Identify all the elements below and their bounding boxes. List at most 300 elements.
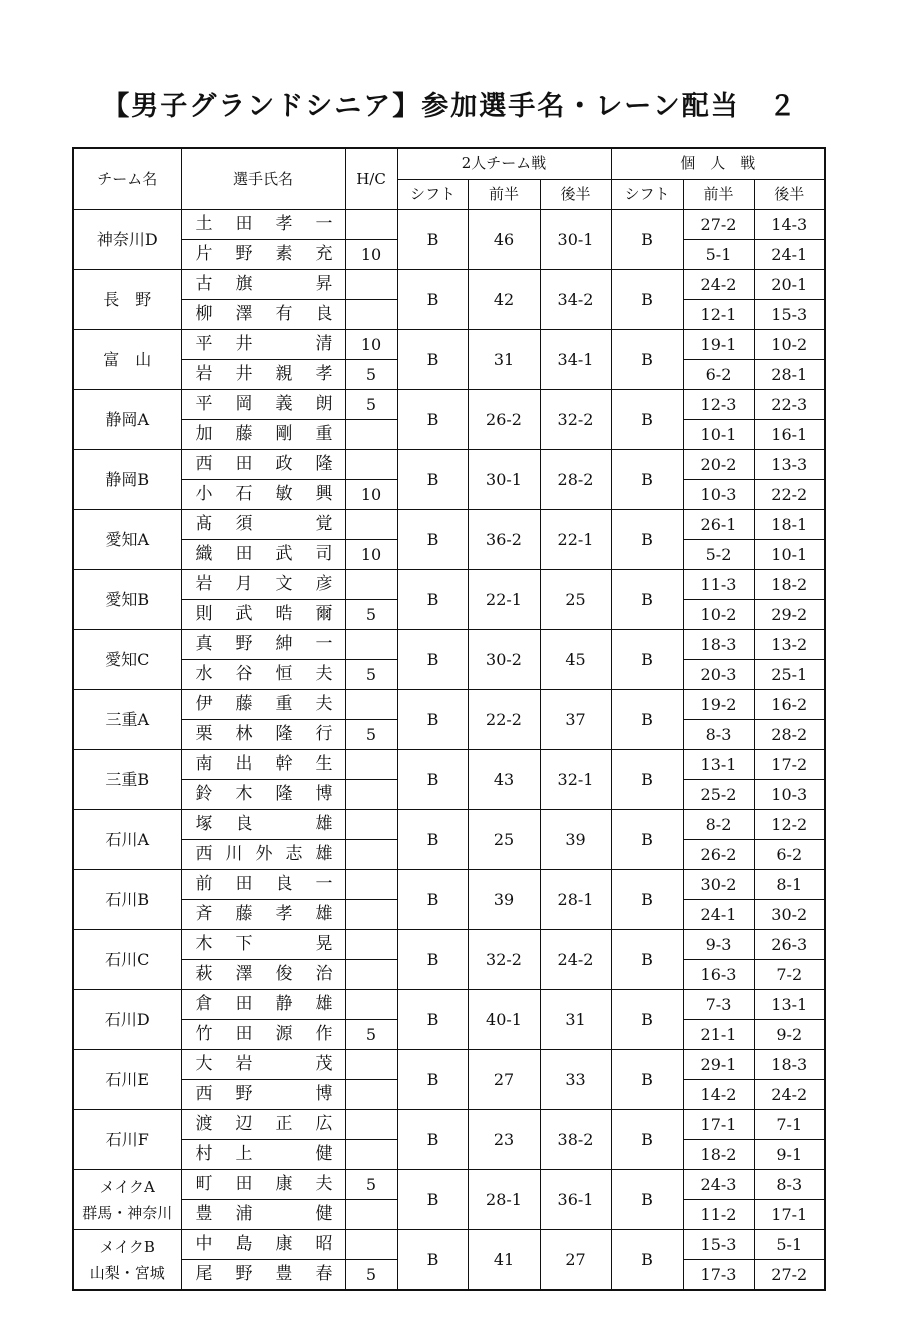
handicap xyxy=(345,570,397,600)
table-row xyxy=(73,690,825,720)
handicap: 5 xyxy=(345,390,397,420)
duo-first-lane: 23 xyxy=(468,1110,540,1170)
team-group xyxy=(73,870,825,930)
player-name xyxy=(181,450,345,480)
handicap xyxy=(345,810,397,840)
table-row xyxy=(73,210,825,240)
duo-second-lane: 38-2 xyxy=(540,1110,611,1170)
indiv-second-lane: 18-1 xyxy=(754,510,825,540)
header-team: チーム名 xyxy=(73,148,181,210)
team-name-line1: 愛知C xyxy=(105,650,150,669)
indiv-shift: B xyxy=(611,930,683,990)
duo-first-lane: 25 xyxy=(468,810,540,870)
handicap xyxy=(345,1080,397,1110)
indiv-shift: B xyxy=(611,210,683,270)
player-name-text: 平 井 清 xyxy=(195,334,333,354)
indiv-second-lane: 18-3 xyxy=(754,1050,825,1080)
player-name-text: 西 田 政 隆 xyxy=(195,454,333,474)
handicap xyxy=(345,900,397,930)
handicap: 5 xyxy=(345,600,397,630)
indiv-first-lane: 15-3 xyxy=(683,1230,754,1260)
player-name-text: 前 田 良 一 xyxy=(195,874,333,894)
player-name xyxy=(181,690,345,720)
table-row xyxy=(73,630,825,660)
indiv-second-lane: 9-2 xyxy=(754,1020,825,1050)
indiv-second-lane: 14-3 xyxy=(754,210,825,240)
handicap xyxy=(345,960,397,990)
header-indiv-second: 後半 xyxy=(754,179,825,210)
duo-shift: B xyxy=(397,210,468,270)
duo-second-lane: 28-2 xyxy=(540,450,611,510)
player-name xyxy=(181,780,345,810)
table-header xyxy=(73,148,825,210)
indiv-first-lane: 14-2 xyxy=(683,1080,754,1110)
team-group xyxy=(73,390,825,450)
indiv-shift: B xyxy=(611,690,683,750)
team-group xyxy=(73,1050,825,1110)
indiv-shift: B xyxy=(611,570,683,630)
indiv-second-lane: 18-2 xyxy=(754,570,825,600)
duo-second-lane: 45 xyxy=(540,630,611,690)
player-name-text: 木 下 晃 xyxy=(195,934,333,954)
player-name-text: 豊 浦 健 xyxy=(195,1204,333,1224)
player-name xyxy=(181,960,345,990)
team-name xyxy=(73,990,181,1050)
duo-shift: B xyxy=(397,330,468,390)
header-player: 選手氏名 xyxy=(181,148,345,210)
duo-second-lane: 39 xyxy=(540,810,611,870)
duo-first-lane: 27 xyxy=(468,1050,540,1110)
indiv-shift: B xyxy=(611,630,683,690)
indiv-second-lane: 24-2 xyxy=(754,1080,825,1110)
team-group xyxy=(73,750,825,810)
player-name-text: 塚 良 雄 xyxy=(195,814,333,834)
header-duo-second: 後半 xyxy=(540,179,611,210)
indiv-second-lane: 10-1 xyxy=(754,540,825,570)
indiv-first-lane: 8-3 xyxy=(683,720,754,750)
indiv-first-lane: 20-3 xyxy=(683,660,754,690)
player-name xyxy=(181,360,345,390)
player-name xyxy=(181,1140,345,1170)
team-name xyxy=(73,930,181,990)
team-name xyxy=(73,270,181,330)
handicap xyxy=(345,990,397,1020)
indiv-first-lane: 19-2 xyxy=(683,690,754,720)
team-name-line1: 石川A xyxy=(105,830,150,849)
indiv-first-lane: 10-2 xyxy=(683,600,754,630)
team-name-line1: 三重B xyxy=(105,770,150,789)
team-group xyxy=(73,1230,825,1291)
team-group xyxy=(73,990,825,1050)
player-name xyxy=(181,1110,345,1140)
indiv-second-lane: 9-1 xyxy=(754,1140,825,1170)
player-name-text: 則 武 晧 爾 xyxy=(195,604,333,624)
player-name xyxy=(181,810,345,840)
team-name-line1: 石川C xyxy=(105,950,150,969)
team-group xyxy=(73,930,825,990)
player-name xyxy=(181,510,345,540)
player-name xyxy=(181,870,345,900)
duo-second-lane: 33 xyxy=(540,1050,611,1110)
team-name-line1: 神奈川D xyxy=(96,230,158,249)
duo-first-lane: 26-2 xyxy=(468,390,540,450)
player-name-text: 村 上 健 xyxy=(195,1144,333,1164)
indiv-second-lane: 16-1 xyxy=(754,420,825,450)
duo-first-lane: 31 xyxy=(468,330,540,390)
duo-shift: B xyxy=(397,930,468,990)
player-name-text: 古 旗 昇 xyxy=(195,274,333,294)
indiv-first-lane: 18-2 xyxy=(683,1140,754,1170)
player-name-text: 平 岡 義 朗 xyxy=(195,394,333,414)
table-row xyxy=(73,1110,825,1140)
header-duo-first: 前半 xyxy=(468,179,540,210)
player-name xyxy=(181,240,345,270)
duo-first-lane: 40-1 xyxy=(468,990,540,1050)
team-name xyxy=(73,1050,181,1110)
duo-first-lane: 36-2 xyxy=(468,510,540,570)
team-group xyxy=(73,570,825,630)
team-group xyxy=(73,630,825,690)
player-name xyxy=(181,1170,345,1200)
indiv-first-lane: 26-1 xyxy=(683,510,754,540)
player-name xyxy=(181,480,345,510)
indiv-second-lane: 29-2 xyxy=(754,600,825,630)
player-name xyxy=(181,420,345,450)
team-name-line2: 群馬・神奈川 xyxy=(82,1203,173,1222)
player-name-text: 土 田 孝 一 xyxy=(195,214,333,234)
table-row xyxy=(73,930,825,960)
team-name xyxy=(73,210,181,270)
table-row xyxy=(73,750,825,780)
indiv-first-lane: 25-2 xyxy=(683,780,754,810)
indiv-second-lane: 8-1 xyxy=(754,870,825,900)
duo-first-lane: 22-2 xyxy=(468,690,540,750)
indiv-first-lane: 19-1 xyxy=(683,330,754,360)
table-row xyxy=(73,1050,825,1080)
team-group xyxy=(73,270,825,330)
team-name xyxy=(73,810,181,870)
player-name-text: 水 谷 恒 夫 xyxy=(195,664,333,684)
indiv-second-lane: 6-2 xyxy=(754,840,825,870)
duo-shift: B xyxy=(397,390,468,450)
duo-shift: B xyxy=(397,1230,468,1291)
team-name xyxy=(73,390,181,450)
duo-shift: B xyxy=(397,1170,468,1230)
duo-first-lane: 39 xyxy=(468,870,540,930)
player-name xyxy=(181,660,345,690)
team-name xyxy=(73,870,181,930)
indiv-second-lane: 15-3 xyxy=(754,300,825,330)
handicap xyxy=(345,1230,397,1260)
indiv-first-lane: 11-3 xyxy=(683,570,754,600)
duo-first-lane: 30-1 xyxy=(468,450,540,510)
team-name xyxy=(73,1110,181,1170)
player-name xyxy=(181,1050,345,1080)
handicap xyxy=(345,1140,397,1170)
team-name-line1: 静岡B xyxy=(105,470,150,489)
indiv-first-lane: 16-3 xyxy=(683,960,754,990)
handicap: 10 xyxy=(345,330,397,360)
player-name xyxy=(181,570,345,600)
indiv-first-lane: 21-1 xyxy=(683,1020,754,1050)
indiv-second-lane: 13-2 xyxy=(754,630,825,660)
team-name-line1: 石川B xyxy=(105,890,150,909)
team-name xyxy=(73,750,181,810)
handicap: 5 xyxy=(345,660,397,690)
indiv-first-lane: 12-1 xyxy=(683,300,754,330)
table-row xyxy=(73,450,825,480)
handicap: 10 xyxy=(345,480,397,510)
indiv-second-lane: 17-1 xyxy=(754,1200,825,1230)
player-name xyxy=(181,1230,345,1260)
handicap: 5 xyxy=(345,720,397,750)
player-name xyxy=(181,1260,345,1291)
team-name xyxy=(73,1170,181,1230)
handicap xyxy=(345,870,397,900)
player-name xyxy=(181,750,345,780)
handicap xyxy=(345,420,397,450)
table-row xyxy=(73,390,825,420)
duo-first-lane: 22-1 xyxy=(468,570,540,630)
player-name xyxy=(181,1200,345,1230)
indiv-second-lane: 7-2 xyxy=(754,960,825,990)
team-name xyxy=(73,510,181,570)
handicap xyxy=(345,510,397,540)
header-duo: 2人チーム戦 xyxy=(397,148,611,179)
duo-second-lane: 37 xyxy=(540,690,611,750)
duo-second-lane: 34-2 xyxy=(540,270,611,330)
header-duo-shift: シフト xyxy=(397,179,468,210)
indiv-second-lane: 13-3 xyxy=(754,450,825,480)
table-row xyxy=(73,1170,825,1200)
player-name-text: 柳 澤 有 良 xyxy=(195,304,333,324)
indiv-first-lane: 5-1 xyxy=(683,240,754,270)
handicap: 5 xyxy=(345,1020,397,1050)
indiv-first-lane: 24-2 xyxy=(683,270,754,300)
handicap: 5 xyxy=(345,1170,397,1200)
player-name-text: 鈴 木 隆 博 xyxy=(195,784,333,804)
player-name xyxy=(181,600,345,630)
indiv-second-lane: 5-1 xyxy=(754,1230,825,1260)
duo-first-lane: 43 xyxy=(468,750,540,810)
handicap xyxy=(345,210,397,240)
indiv-first-lane: 12-3 xyxy=(683,390,754,420)
player-name xyxy=(181,840,345,870)
indiv-shift: B xyxy=(611,990,683,1050)
indiv-first-lane: 27-2 xyxy=(683,210,754,240)
indiv-shift: B xyxy=(611,390,683,450)
indiv-second-lane: 25-1 xyxy=(754,660,825,690)
team-name-line2: 山梨・宮城 xyxy=(89,1263,165,1282)
duo-shift: B xyxy=(397,630,468,690)
team-name xyxy=(73,330,181,390)
indiv-first-lane: 10-3 xyxy=(683,480,754,510)
player-name-text: 栗 林 隆 行 xyxy=(195,724,333,744)
indiv-second-lane: 16-2 xyxy=(754,690,825,720)
duo-second-lane: 22-1 xyxy=(540,510,611,570)
indiv-second-lane: 22-3 xyxy=(754,390,825,420)
team-name xyxy=(73,570,181,630)
player-name xyxy=(181,300,345,330)
indiv-first-lane: 29-1 xyxy=(683,1050,754,1080)
handicap: 10 xyxy=(345,540,397,570)
team-name-line1: 石川F xyxy=(105,1130,149,1149)
indiv-first-lane: 18-3 xyxy=(683,630,754,660)
player-name-text: 片 野 素 充 xyxy=(195,244,333,264)
duo-first-lane: 30-2 xyxy=(468,630,540,690)
table-row xyxy=(73,330,825,360)
table-row xyxy=(73,810,825,840)
player-name xyxy=(181,210,345,240)
handicap xyxy=(345,1050,397,1080)
handicap: 10 xyxy=(345,240,397,270)
team-group xyxy=(73,690,825,750)
duo-second-lane: 36-1 xyxy=(540,1170,611,1230)
duo-shift: B xyxy=(397,270,468,330)
team-group xyxy=(73,210,825,270)
duo-first-lane: 32-2 xyxy=(468,930,540,990)
player-name-text: 尾 野 豊 春 xyxy=(195,1264,333,1284)
player-name-text: 渡 辺 正 広 xyxy=(195,1114,333,1134)
indiv-first-lane: 9-3 xyxy=(683,930,754,960)
indiv-second-lane: 28-1 xyxy=(754,360,825,390)
indiv-second-lane: 22-2 xyxy=(754,480,825,510)
duo-shift: B xyxy=(397,570,468,630)
duo-shift: B xyxy=(397,1050,468,1110)
indiv-second-lane: 24-1 xyxy=(754,240,825,270)
indiv-second-lane: 30-2 xyxy=(754,900,825,930)
duo-shift: B xyxy=(397,690,468,750)
indiv-shift: B xyxy=(611,870,683,930)
player-name-text: 中 島 康 昭 xyxy=(195,1234,333,1254)
team-name-line1: 石川E xyxy=(105,1070,150,1089)
team-name-line1: 富 山 xyxy=(103,350,152,369)
team-name-line1: メイクB xyxy=(99,1237,155,1256)
indiv-second-lane: 12-2 xyxy=(754,810,825,840)
header-indiv-shift: シフト xyxy=(611,179,683,210)
page-title: 【男子グランドシニア】参加選手名・レーン配当 ２ xyxy=(102,91,798,122)
player-name-text: 西 野 博 xyxy=(195,1084,333,1104)
player-name xyxy=(181,1020,345,1050)
handicap xyxy=(345,630,397,660)
team-name-line1: 石川D xyxy=(104,1010,150,1029)
duo-second-lane: 34-1 xyxy=(540,330,611,390)
team-group xyxy=(73,510,825,570)
handicap xyxy=(345,690,397,720)
player-name-text: 萩 澤 俊 治 xyxy=(195,964,333,984)
player-name-text: 加 藤 剛 重 xyxy=(195,424,333,444)
player-name-text: 大 岩 茂 xyxy=(195,1054,333,1074)
handicap: 5 xyxy=(345,1260,397,1291)
duo-first-lane: 41 xyxy=(468,1230,540,1291)
indiv-first-lane: 5-2 xyxy=(683,540,754,570)
indiv-shift: B xyxy=(611,1230,683,1291)
indiv-first-lane: 11-2 xyxy=(683,1200,754,1230)
team-name-line1: 長 野 xyxy=(103,290,152,309)
handicap xyxy=(345,930,397,960)
handicap xyxy=(345,780,397,810)
indiv-shift: B xyxy=(611,750,683,810)
table-row xyxy=(73,990,825,1020)
indiv-shift: B xyxy=(611,810,683,870)
indiv-shift: B xyxy=(611,270,683,330)
indiv-first-lane: 24-3 xyxy=(683,1170,754,1200)
duo-second-lane: 24-2 xyxy=(540,930,611,990)
player-name xyxy=(181,540,345,570)
indiv-shift: B xyxy=(611,1110,683,1170)
indiv-second-lane: 10-3 xyxy=(754,780,825,810)
player-name xyxy=(181,1080,345,1110)
header-individual: 個 人 戦 xyxy=(611,148,825,179)
player-name xyxy=(181,390,345,420)
duo-second-lane: 30-1 xyxy=(540,210,611,270)
team-group xyxy=(73,1110,825,1170)
duo-shift: B xyxy=(397,870,468,930)
table-row xyxy=(73,270,825,300)
team-group xyxy=(73,330,825,390)
player-name-text: 町 田 康 夫 xyxy=(195,1174,333,1194)
team-name xyxy=(73,1230,181,1291)
player-name xyxy=(181,990,345,1020)
player-name xyxy=(181,900,345,930)
handicap xyxy=(345,300,397,330)
team-name xyxy=(73,450,181,510)
player-name-text: 伊 藤 重 夫 xyxy=(195,694,333,714)
indiv-second-lane: 28-2 xyxy=(754,720,825,750)
duo-second-lane: 27 xyxy=(540,1230,611,1291)
indiv-first-lane: 30-2 xyxy=(683,870,754,900)
player-name-text: 織 田 武 司 xyxy=(195,544,333,564)
header-hc: H/C xyxy=(345,148,397,210)
indiv-second-lane: 27-2 xyxy=(754,1260,825,1291)
duo-second-lane: 25 xyxy=(540,570,611,630)
indiv-first-lane: 6-2 xyxy=(683,360,754,390)
team-name xyxy=(73,630,181,690)
indiv-second-lane: 26-3 xyxy=(754,930,825,960)
duo-shift: B xyxy=(397,750,468,810)
duo-second-lane: 31 xyxy=(540,990,611,1050)
duo-shift: B xyxy=(397,510,468,570)
player-name-text: 髙 須 覚 xyxy=(195,514,333,534)
table-row xyxy=(73,870,825,900)
team-name xyxy=(73,690,181,750)
player-name-text: 岩 月 文 彦 xyxy=(195,574,333,594)
duo-second-lane: 32-2 xyxy=(540,390,611,450)
team-group xyxy=(73,810,825,870)
duo-first-lane: 46 xyxy=(468,210,540,270)
team-name-line1: 愛知A xyxy=(105,530,150,549)
player-name xyxy=(181,720,345,750)
indiv-second-lane: 8-3 xyxy=(754,1170,825,1200)
duo-second-lane: 32-1 xyxy=(540,750,611,810)
handicap xyxy=(345,750,397,780)
player-name-text: 斉 藤 孝 雄 xyxy=(195,904,333,924)
player-name-text: 倉 田 静 雄 xyxy=(195,994,333,1014)
indiv-shift: B xyxy=(611,1170,683,1230)
header-indiv-first: 前半 xyxy=(683,179,754,210)
player-name-text: 小 石 敏 興 xyxy=(195,484,333,504)
indiv-second-lane: 20-1 xyxy=(754,270,825,300)
duo-shift: B xyxy=(397,990,468,1050)
handicap xyxy=(345,270,397,300)
player-name-text: 岩 井 親 孝 xyxy=(195,364,333,384)
handicap xyxy=(345,1200,397,1230)
player-name-text: 西 川 外 志 雄 xyxy=(195,844,333,864)
team-name-line1: メイクA xyxy=(99,1177,155,1196)
indiv-first-lane: 20-2 xyxy=(683,450,754,480)
team-name-line1: 愛知B xyxy=(105,590,150,609)
indiv-shift: B xyxy=(611,1050,683,1110)
